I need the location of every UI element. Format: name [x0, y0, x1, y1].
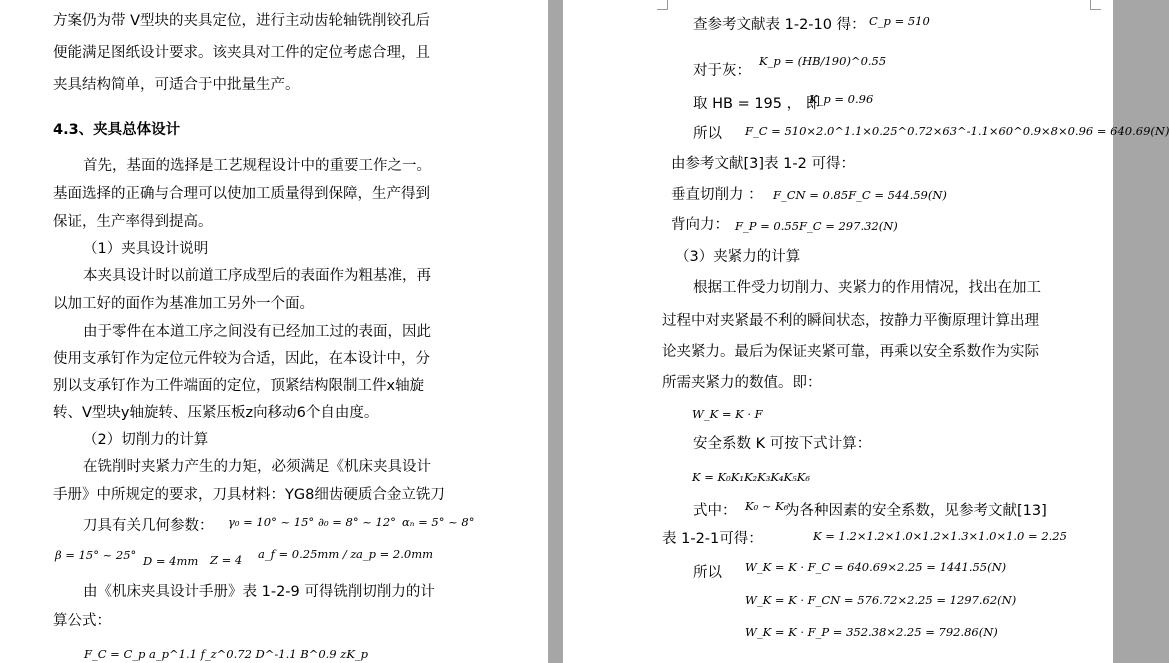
equation: W_K = K · F [692, 407, 763, 421]
body-text-line: 使用支承钉作为定位元件较为合适，因此，在本设计中，分 [53, 351, 430, 367]
body-text-line: 手册》中所规定的要求，刀具材料：YG8细齿硬质合金立铣刀 [53, 487, 445, 503]
equation: Z = 4 [210, 553, 243, 567]
document-page-left [0, 0, 548, 663]
body-text-line: 根据工件受力切削力、夹紧力的作用情况，找出在加工 [693, 280, 1041, 296]
equation: K = K₀K₁K₂K₃K₄K₅K₆ [692, 470, 810, 484]
body-text-line: 刀具有关几何参数： [83, 518, 214, 534]
equation: a_f = 0.25mm / z [258, 547, 357, 561]
body-text-line: 所以 [693, 565, 722, 581]
body-text-line: 本夹具设计时以前道工序成型后的表面作为粗基准，再 [83, 268, 431, 284]
subsection-heading: （2）切削力的计算 [83, 432, 209, 448]
equation: K_p = (HB/190)^0.55 [759, 54, 887, 68]
body-text-line: 基面选择的正确与合理可以使加工质量得到保障，生产得到 [53, 186, 430, 202]
body-text-line: 查参考文献表 1-2-10 得： [693, 17, 866, 33]
body-text-line: 由参考文献[3]表 1-2 可得： [671, 156, 855, 172]
equation: W_K = K · F_CN = 576.72×2.25 = 1297.62(N) [745, 593, 1017, 607]
body-text-line: 保证，生产率得到提高。 [53, 214, 213, 230]
body-text-line: 夹具结构简单，可适合于中批量生产。 [53, 77, 300, 93]
body-text-line: 论夹紧力。最后为保证夹紧可靠，再乘以安全系数作为实际 [662, 344, 1039, 360]
body-text-line: 由《机床夹具设计手册》表 1-2-9 可得铣削切削力的计 [83, 584, 435, 600]
equation: K = 1.2×1.2×1.0×1.2×1.3×1.0×1.0 = 2.25 [813, 529, 1067, 543]
equation: β = 15° ~ 25° [55, 548, 137, 562]
page-corner-mark [657, 0, 668, 10]
body-text-line: 算公式： [53, 613, 111, 629]
equation: K_p = 0.96 [809, 92, 874, 106]
subsection-heading: （3）夹紧力的计算 [675, 249, 801, 265]
body-text-line: 所需夹紧力的数值。即： [662, 375, 822, 391]
document-page-right [563, 0, 1169, 663]
equation: D = 4mm [143, 554, 199, 568]
equation: F_C = 510×2.0^1.1×0.25^0.72×63^-1.1×60^0.9×8×0.96 = 640.69(N) [745, 124, 1169, 138]
equation: γ₀ = 10° ~ 15° [228, 515, 315, 529]
body-text-line: 在铣削时夹紧力产生的力矩，必须满足《机床夹具设计 [83, 459, 431, 475]
body-text-line: 安全系数 K 可按下式计算： [693, 436, 872, 452]
body-text-line: 为各种因素的安全系数，见参考文献[13] [785, 503, 1047, 519]
equation: ∂₀ = 8° ~ 12° [318, 515, 396, 529]
body-text-line: 背向力： [671, 217, 729, 233]
equation: W_K = K · F_C = 640.69×2.25 = 1441.55(N) [745, 560, 1007, 574]
equation: αₙ = 5° ~ 8° [402, 515, 475, 529]
equation: F_C = C_p a_p^1.1 f_z^0.72 D^-1.1 B^0.9 zK_p [84, 647, 369, 661]
equation: F_CN = 0.85F_C = 544.59(N) [773, 188, 947, 202]
body-text-line: 表 1-2-1可得： [662, 531, 763, 547]
page-corner-mark [1090, 0, 1101, 10]
equation: K₀ ~ K₆ [745, 499, 789, 513]
body-text-line: 由于零件在本道工序之间没有已经加工过的表面，因此 [83, 324, 431, 340]
body-text-line: 垂直切削力 ： [671, 187, 763, 203]
body-text-line: 取 HB = 195 ， 即 [693, 96, 821, 112]
equation: F_P = 0.55F_C = 297.32(N) [735, 219, 898, 233]
body-text-line: 对于灰： [693, 63, 751, 79]
body-text-line: 方案仍为带 V型块的夹具定位，进行主动齿轮轴铣削铰孔后 [53, 13, 431, 29]
body-text-line: 以加工好的面作为基准加工另外一个面。 [53, 296, 314, 312]
equation: a_p = 2.0mm [356, 547, 434, 561]
body-text-line: 首先，基面的选择是工艺规程设计中的重要工作之一。 [83, 158, 431, 174]
body-text-line: 便能满足图纸设计要求。该夹具对工件的定位考虑合理，且 [53, 45, 430, 61]
section-heading: 4.3、夹具总体设计 [53, 122, 181, 138]
body-text-line: 过程中对夹紧最不利的瞬间状态，按静力平衡原理计算出理 [662, 313, 1039, 329]
equation: C_p = 510 [869, 14, 930, 28]
body-text-line: 转、V型块y轴旋转、压紧压板z向移动6个自由度。 [53, 405, 379, 421]
body-text-line: 别以支承钉作为工件端面的定位，顶紧结构限制工件x轴旋 [53, 378, 425, 394]
subsection-heading: （1）夹具设计说明 [83, 241, 209, 257]
equation: W_K = K · F_P = 352.38×2.25 = 792.86(N) [745, 625, 998, 639]
body-text-line: 所以 [693, 126, 722, 142]
body-text-line: 式中： [693, 503, 737, 519]
